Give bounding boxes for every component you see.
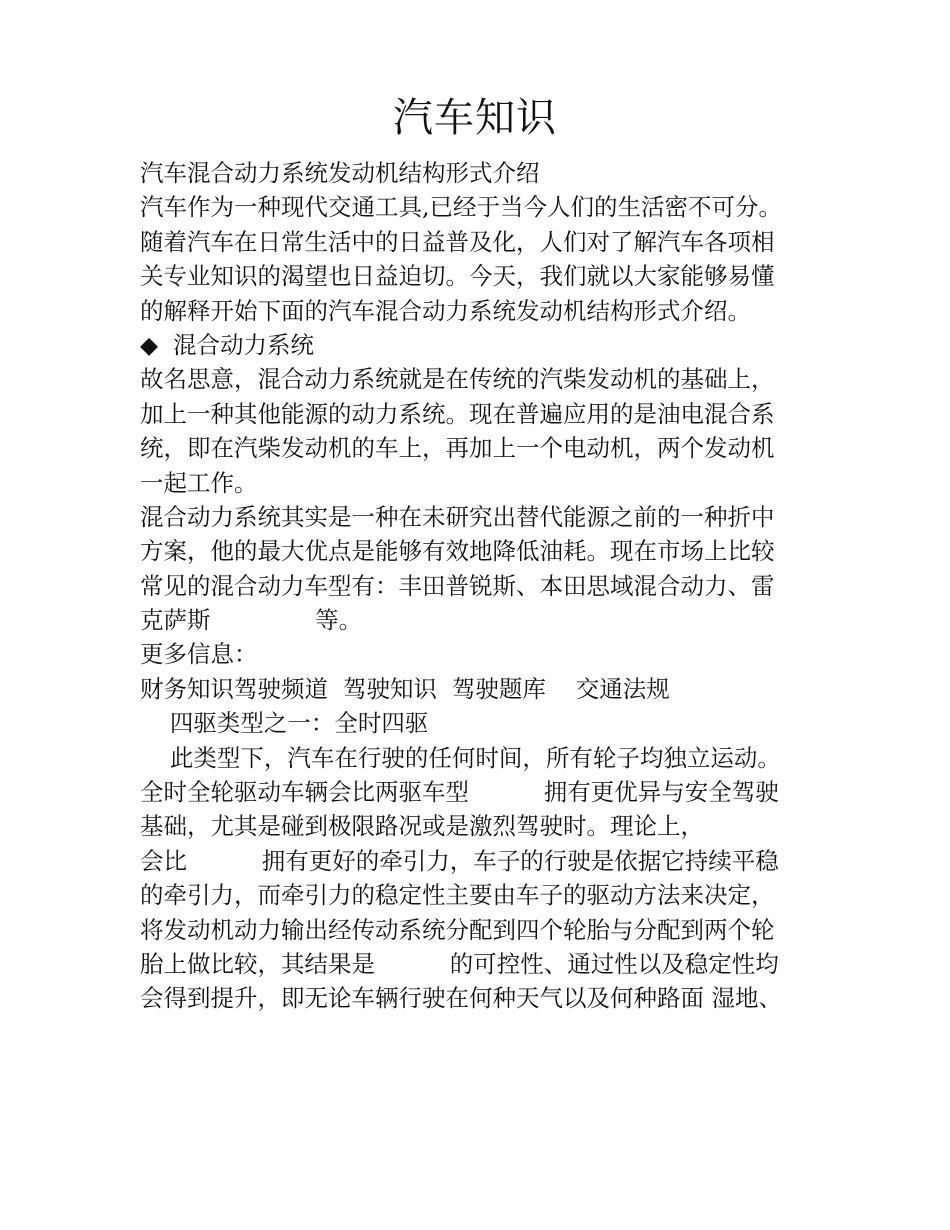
related-links: 财务知识驾驶频道 驾驶知识 驾驶题库 交通法规 xyxy=(140,674,670,703)
more-info-label: 更多信息： xyxy=(140,640,258,669)
paragraph-line: 统，即在汽柴发动机的车上，再加上一个电动机，两个发动机 xyxy=(140,434,775,463)
paragraph-line: 关专业知识的渴望也日益迫切。今天，我们就以大家能够易懂 xyxy=(140,262,775,291)
paragraph-line: 基础，尤其是碰到极限路况或是激烈驾驶时。理论上， xyxy=(140,812,704,841)
paragraph-line: 的解释开始下面的汽车混合动力系统发动机结构形式介绍。 xyxy=(140,296,751,325)
paragraph-line: 会得到提升，即无论车辆行驶在何种天气以及何种路面 湿地、 xyxy=(140,984,782,1013)
paragraph-line: 混合动力系统其实是一种在未研究出替代能源之前的一种折中 xyxy=(140,502,775,531)
paragraph-line: 的牵引力，而牵引力的稳定性主要由车子的驱动方法来决定， xyxy=(140,881,775,910)
paragraph-line: 将发动机动力输出经传动系统分配到四个轮胎与分配到两个轮 xyxy=(140,915,775,944)
paragraph-line: 克萨斯 等。 xyxy=(140,606,363,635)
paragraph-line: 全时全轮驱动车辆会比两驱车型 拥有更优异与安全驾驶 xyxy=(140,778,779,807)
section-heading: 汽车混合动力系统发动机结构形式介绍 xyxy=(140,159,540,187)
paragraph-line: 故名思意，混合动力系统就是在传统的汽柴发动机的基础上， xyxy=(140,365,775,394)
paragraph-line: 方案，他的最大优点是能够有效地降低油耗。现在市场上比较 xyxy=(140,537,775,566)
paragraph-line: 一起工作。 xyxy=(140,468,258,497)
paragraph-line: 胎上做比较，其结果是 的可控性、通过性以及稳定性均 xyxy=(140,949,779,978)
article-body xyxy=(140,156,820,1016)
subsection-heading: 四驱类型之一：全时四驱 xyxy=(140,709,429,738)
paragraph-line: 汽车作为一种现代交通工具,已经于当今人们的生活密不可分。 xyxy=(140,193,782,222)
paragraph-line: 会比 拥有更好的牵引力，车子的行驶是依据它持续平稳 xyxy=(140,846,779,875)
paragraph-line: 随着汽车在日常生活中的日益普及化，人们对了解汽车各项相 xyxy=(140,227,775,256)
paragraph-line: 常见的混合动力车型有：丰田普锐斯、本田思域混合动力、雷 xyxy=(140,571,775,600)
page-title: 汽车知识 xyxy=(393,95,557,141)
paragraph-line: 此类型下，汽车在行驶的任何时间，所有轮子均独立运动。 xyxy=(140,743,781,772)
paragraph-line: 加上一种其他能源的动力系统。现在普遍应用的是油电混合系 xyxy=(140,399,775,428)
bullet-heading: ◆ 混合动力系统 xyxy=(140,330,315,359)
